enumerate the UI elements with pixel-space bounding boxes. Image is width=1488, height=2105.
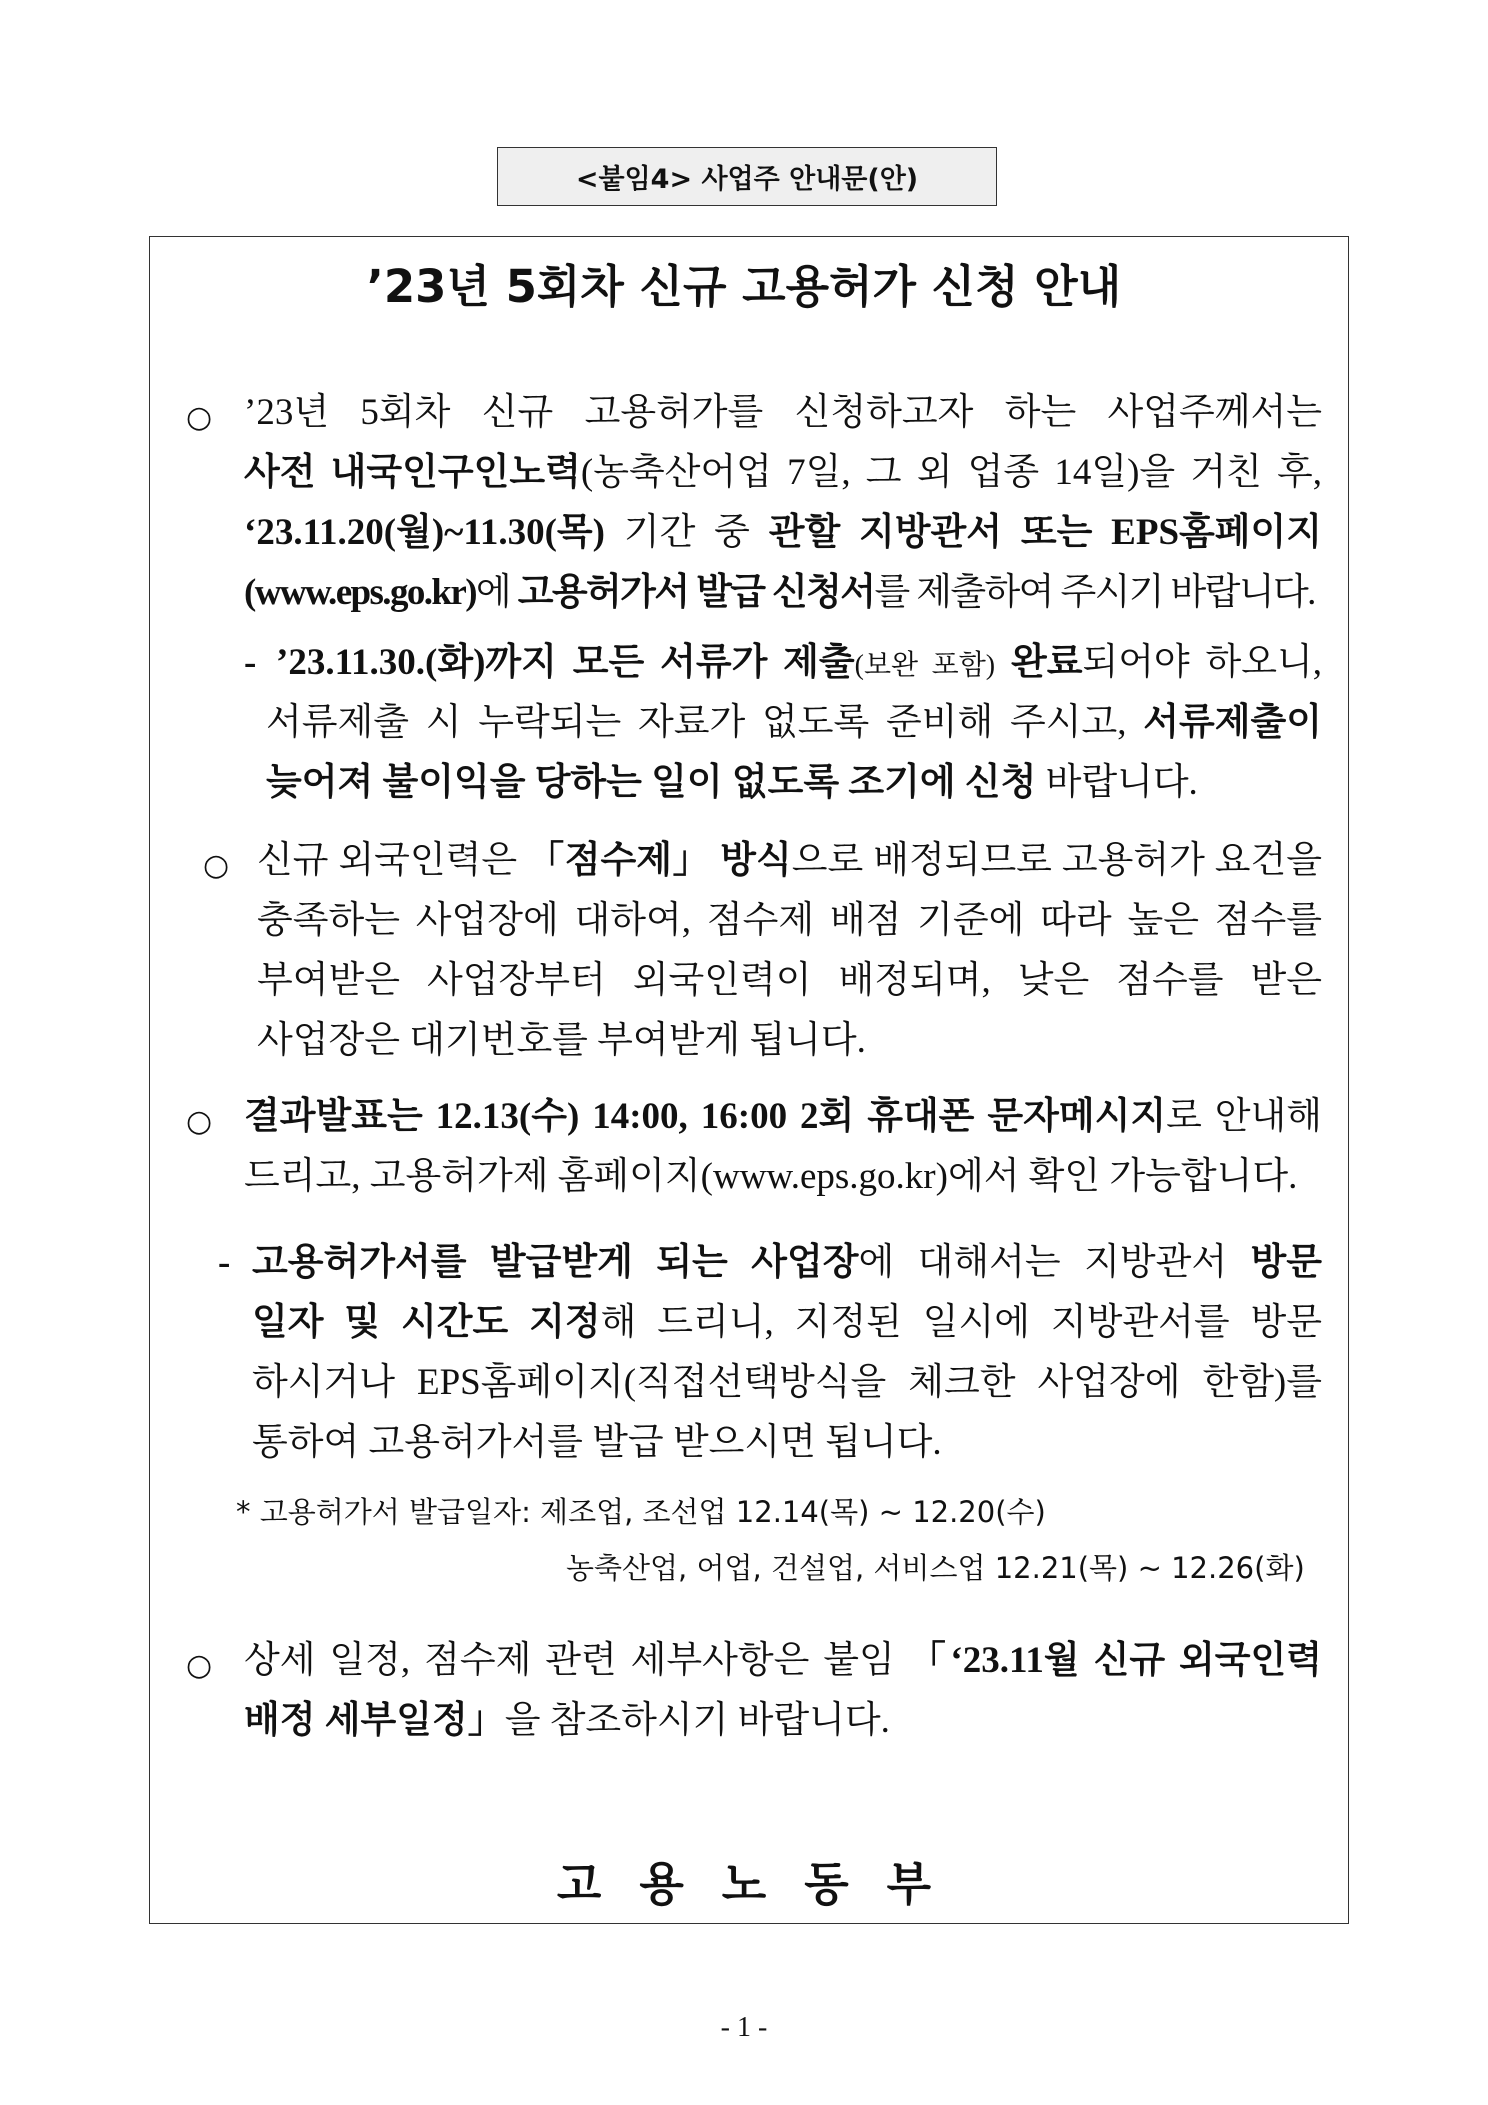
section1-sub-line2: 서류제출 시 누락되는 자료가 없도록 준비해 주시고, 서류제출이 bbox=[266, 702, 1322, 743]
section3-line1: 결과발표는 12.13(수) 14:00, 16:00 2회 휴대폰 문자메시지로 안내해 bbox=[244, 1096, 1323, 1137]
section1-line4: (www.eps.go.kr)에 고용허가서 발급 신청서를 제출하여 주시기 바랍니다. bbox=[244, 572, 1315, 613]
section3-sub-line2: 일자 및 시간도 지정해 드리니, 지정된 일시에 지방관서를 방문 bbox=[252, 1302, 1322, 1343]
issue-date-note-line1: * 고용허가서 발급일자: 제조업, 조선업 12.14(목) ~ 12.20(수) bbox=[236, 1495, 1046, 1529]
section1-sub-line1: ’23.11.30.(화)까지 모든 서류가 제출(보완 포함) 완료되어야 하오니, bbox=[276, 642, 1323, 683]
section3-sub-line3: 하시거나 EPS홈페이지(직접선택방식을 체크한 사업장에 한함)를 bbox=[252, 1362, 1322, 1403]
section1-line1: ’23년 5회차 신규 고용허가를 신청하고자 하는 사업주께서는 bbox=[244, 392, 1322, 433]
section4-line1: 상세 일정, 점수제 관련 세부사항은 붙임 「‘23.11월 신규 외국인력 bbox=[244, 1640, 1322, 1681]
section4-line2: 배정 세부일정」을 참조하시기 바랍니다. bbox=[244, 1700, 890, 1741]
section3-sub-line4: 통하여 고용허가서를 발급 받으시면 됩니다. bbox=[252, 1422, 942, 1463]
issue-date-note-line2: 농축산업, 어업, 건설업, 서비스업 12.21(목) ~ 12.26(화) bbox=[566, 1551, 1305, 1585]
section2-line1: 신규 외국인력은 「점수제」 방식으로 배정되므로 고용허가 요건을 bbox=[257, 840, 1322, 881]
section1-line2: 사전 내국인구인노력(농축산어업 7일, 그 외 업종 14일)을 거친 후, bbox=[244, 452, 1322, 493]
section2-line2: 충족하는 사업장에 대하여, 점수제 배점 기준에 따라 높은 점수를 bbox=[257, 900, 1322, 941]
section1-line3: ‘23.11.20(월)~11.30(목) 기간 중 관할 지방관서 또는 EPS홈페이지 bbox=[244, 512, 1322, 553]
circle-bullet-icon: ○ bbox=[203, 848, 230, 883]
dash-bullet: - bbox=[244, 642, 257, 683]
section2-line4: 사업장은 대기번호를 부여받게 됩니다. bbox=[257, 1020, 866, 1061]
section3-sub-line1: 고용허가서를 발급받게 되는 사업장에 대해서는 지방관서 방문 bbox=[252, 1242, 1322, 1283]
section2-line3: 부여받은 사업장부터 외국인력이 배정되며, 낮은 점수를 받은 bbox=[257, 960, 1322, 1001]
dash-bullet: - bbox=[218, 1242, 231, 1283]
circle-bullet-icon: ○ bbox=[186, 1648, 213, 1683]
ministry-signature: 고용노동부 bbox=[556, 1857, 970, 1911]
circle-bullet-icon: ○ bbox=[186, 1104, 213, 1139]
notice-title: ’23년 5회차 신규 고용허가 신청 안내 bbox=[366, 260, 1122, 313]
attachment-label: <붙임4> 사업주 안내문(안) bbox=[497, 147, 997, 206]
section1-sub-line3: 늦어져 불이익을 당하는 일이 없도록 조기에 신청 바랍니다. bbox=[266, 762, 1198, 803]
circle-bullet-icon: ○ bbox=[186, 400, 213, 435]
page-number: - 1 - bbox=[720, 2012, 768, 2043]
section3-line2: 드리고, 고용허가제 홈페이지(www.eps.go.kr)에서 확인 가능합니다. bbox=[244, 1156, 1298, 1197]
